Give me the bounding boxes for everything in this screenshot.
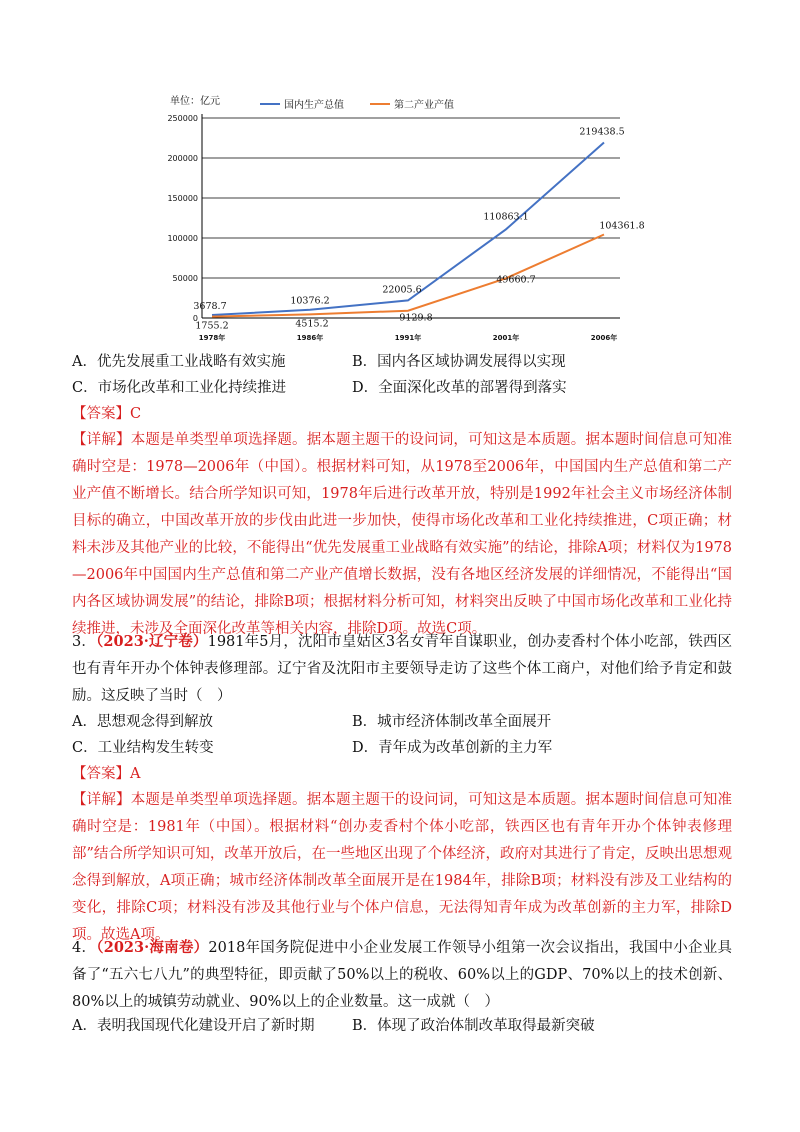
data-label: 22005.6 [382,284,422,296]
q2-explain-label: 【详解】 [72,432,131,448]
data-label: 1755.2 [195,320,229,332]
q4-number: 4． [72,940,97,956]
q3-explain-label: 【详解】 [72,792,131,808]
data-label: 219438.5 [579,126,625,138]
y-tick-label: 250000 [167,114,198,123]
q2-explanation [72,427,732,643]
y-tick-label: 200000 [167,154,198,163]
q2-option-d[interactable]: D．全面深化改革的部署得到落实 [352,380,567,396]
q2-option-b[interactable]: B．国内各区域协调发展得以实现 [352,354,566,370]
q2-answer-label: 【答案】 [72,406,130,422]
q3-explain-text: 本题是单类型单项选择题。据本题主题干的设问词，可知这是本质题。据本题时间信息可知准确时空是：1981年（中国）。根据材料“创办麦香村个体小吃部，铁西区也有青年开办个体钟表修理部”结合所学知识可知，改革开放后，在一些地区出现了个体经济，政府对其进行了肯定，反映出思想观念得到解放，A项正确；城市经济体制改革全面展开是在1984年，排除B项；材料没有涉及工业结构的变化，排除C项；材料没有涉及其他行业与个体户信息，无法得知青年成为改革创新的主力军，排除D项。故选A项。 [72,792,733,943]
x-tick-label: 1986年 [296,334,324,342]
q4-stem [72,934,732,1016]
q3-answer-value: A [130,766,141,782]
legend-label-gdp: 国内生产总值 [284,100,344,111]
q3-explanation [72,787,732,949]
series-line-secondary [212,235,604,317]
q2-explain-text: 本题是单类型单项选择题。据本题主题干的设问词，可知这是本质题。据本题时间信息可知准确时空是：1978—2006年（中国）。根据材料可知，从1978至2006年，中国国内生产总值和第二产业产值不断增长。结合所学知识可知，1978年后进行改革开放，特别是1992年社会主义市场经济体制目标的确立，中国改革开放的步伐由此进一步加快，使得市场化改革和工业化持续推进，C项正确；材料未涉及其他产业的比较，不能得出“优先发展重工业战略有效实施”的结论，排除A项；材料仅为1978—2006年中国国内生产总值和第二产业产值增长数据，没有各地区经济发展的详细情况，不能得出“国内各区域协调发展”的结论，排除B项；根据材料分析可知，材料突出反映了中国市场化改革和工业化持续推进，未涉及全面深化改革等相关内容，排除D项。故选C项。 [72,432,733,637]
chart-unit-label: 单位：亿元 [170,96,220,107]
data-label: 110863.1 [483,211,529,223]
q2-option-c[interactable]: C．市场化改革和工业化持续推进 [72,380,287,396]
q2-answer [72,404,141,424]
q2-option-a[interactable]: A．优先发展重工业战略有效实施 [72,354,286,370]
data-label: 104361.8 [599,220,645,232]
legend-label-secondary: 第二产业产值 [394,100,454,111]
data-label: 9129.8 [399,312,433,324]
q3-option-a[interactable]: A．思想观念得到解放 [72,714,213,730]
q3-option-d[interactable]: D．青年成为改革创新的主力军 [352,740,553,756]
y-tick-label: 150000 [167,194,198,203]
data-label: 49660.7 [496,274,536,286]
q3-source: （2023·辽宁卷） [96,633,208,650]
y-tick-label: 0 [192,314,198,323]
x-tick-label: 1978年 [198,334,226,342]
q4-source: （2023·海南卷） [96,939,209,956]
chart-legend [260,98,454,111]
q3-number: 3． [72,634,97,650]
x-tick-label: 1991年 [394,334,422,342]
line-chart [160,88,645,350]
data-label: 3678.7 [193,301,227,313]
x-tick-label: 2006年 [590,334,618,342]
q3-option-c[interactable]: C．工业结构发生转变 [72,740,214,756]
x-tick-label: 2001年 [492,334,520,342]
q4-option-a[interactable]: A．表明我国现代化建设开启了新时期 [72,1018,315,1034]
q3-answer [72,764,140,784]
data-label: 4515.2 [295,318,329,330]
q4-stem-text: 2018年国务院促进中小企业发展工作领导小组第一次会议指出，我国中小企业具备了“五六七八九”的典型特征，即贡献了50%以上的税收、60%以上的GDP、70%以上的技术创新、80%以上的城镇劳动就业、90%以上的企业数量。这一成就（ ） [72,940,733,1010]
q3-stem [72,628,732,710]
q3-option-b[interactable]: B．城市经济体制改革全面展开 [352,714,552,730]
y-tick-label: 100000 [167,234,198,243]
q4-option-b[interactable]: B．体现了政治体制改革取得最新突破 [352,1018,595,1034]
y-tick-label: 50000 [172,274,198,283]
q3-stem-text: 1981年5月，沈阳市皇姑区3名女青年自谋职业，创办麦香村个体小吃部，铁西区也有青年开办个体钟表修理部。辽宁省及沈阳市主要领导走访了这些个体工商户，对他们给予肯定和鼓励。这反映了当时（ ） [72,634,733,704]
data-label: 10376.2 [290,295,330,307]
q3-answer-label: 【答案】 [72,766,130,782]
q2-answer-value: C [130,406,142,422]
